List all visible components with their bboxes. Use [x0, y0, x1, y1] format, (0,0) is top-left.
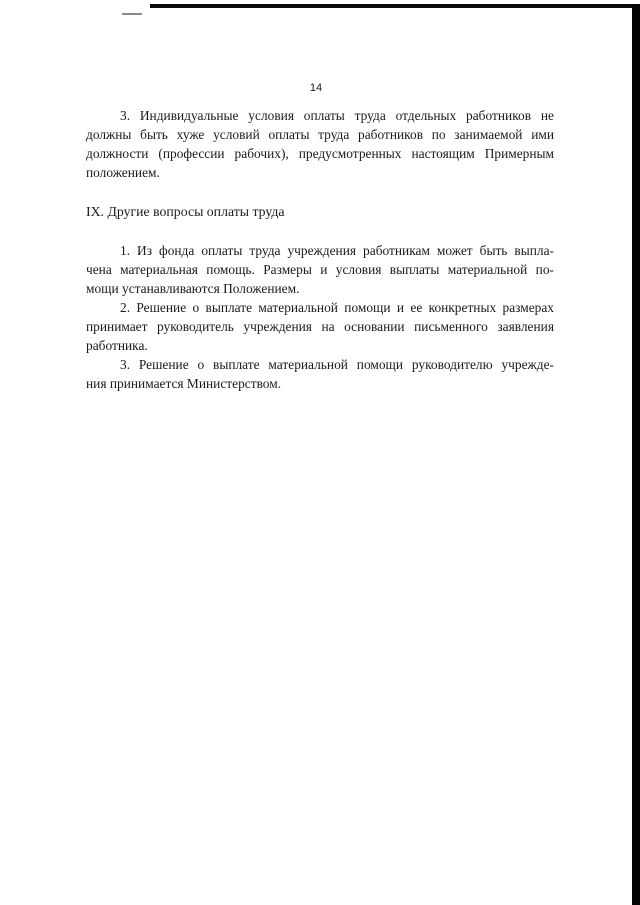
- paragraph-line: 3. Решение о выплате материальной помощи руководителю учрежде-: [120, 357, 554, 372]
- paragraph-line: 1. Из фонда оплаты труда учреждения работникам может быть выпла-: [120, 243, 554, 258]
- paragraph-line: принимает руководитель учреждения на основании письменного заявления: [86, 319, 554, 334]
- paragraph-line: работника.: [86, 338, 148, 353]
- scan-artifact-top-left: [122, 13, 142, 15]
- document-body: [86, 106, 554, 393]
- paragraph-material-aid: [86, 241, 554, 298]
- paragraph-line: должны быть хуже условий оплаты труда работников по занимаемой ими: [86, 127, 554, 142]
- paragraph-line: мощи устанавливаются Положением.: [86, 281, 300, 296]
- paragraph-line: положением.: [86, 165, 160, 180]
- paragraph-line: должности (профессии рабочих), предусмотренных настоящим Примерным: [86, 146, 554, 161]
- page-number: 14: [309, 82, 323, 94]
- paragraph-decision-by-ministry: [86, 355, 554, 393]
- section-heading: IX. Другие вопросы оплаты труда: [86, 204, 285, 219]
- paragraph-decision-by-head: [86, 298, 554, 355]
- paragraph-line: 2. Решение о выплате материальной помощи и ее конкретных размерах: [120, 300, 554, 315]
- paragraph-line: 3. Индивидуальные условия оплаты труда отдельных работников не: [120, 108, 554, 123]
- scan-border-top: [150, 4, 640, 8]
- scan-border-right: [632, 4, 640, 905]
- paragraph-line: ния принимается Министерством.: [86, 376, 282, 391]
- paragraph-individual-conditions: [86, 106, 554, 182]
- paragraph-line: чена материальная помощь. Размеры и условия выплаты материальной по-: [86, 262, 554, 277]
